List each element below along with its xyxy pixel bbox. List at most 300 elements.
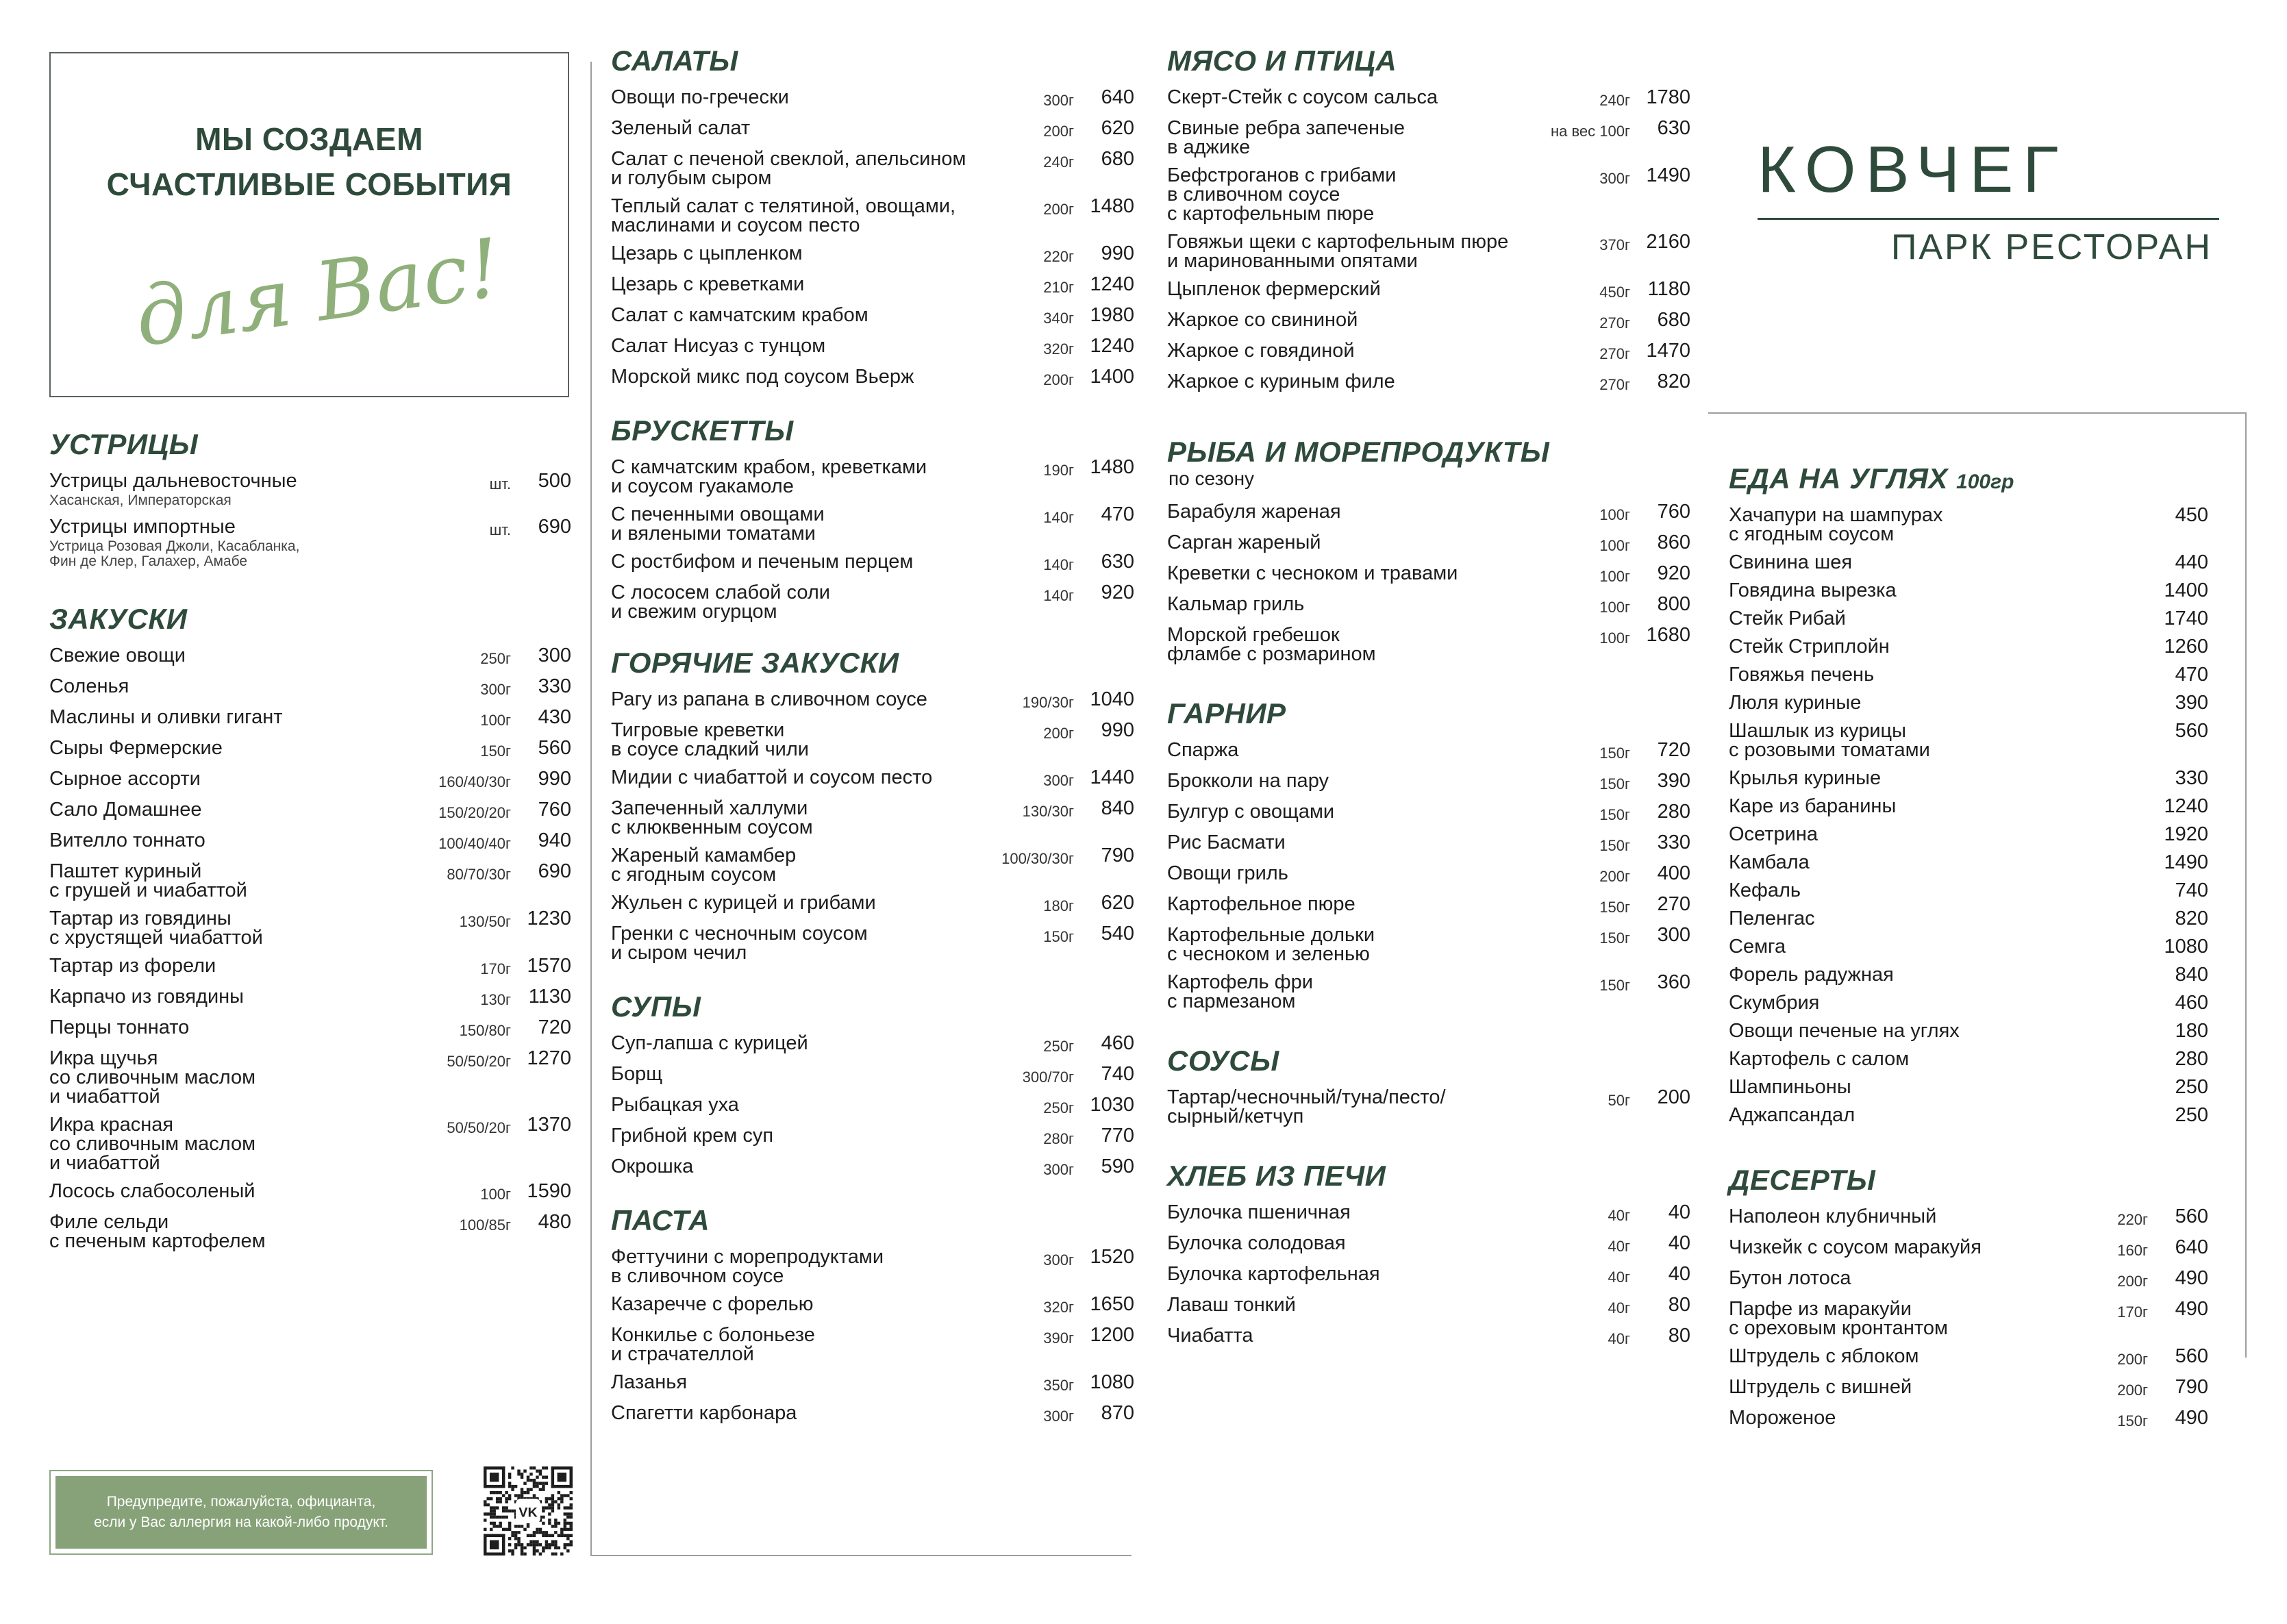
section-title (49, 430, 571, 459)
menu-item-price: 790 (2175, 1376, 2208, 1398)
menu-item-price: 690 (538, 860, 571, 882)
section-title-sub: 100гр (1956, 471, 2014, 493)
menu-item-price: 280 (1657, 801, 1690, 823)
menu-item-name: Конкилье с болоньезе и страчателлой (611, 1324, 815, 1365)
menu-item-price: 640 (1101, 86, 1134, 108)
menu-item (611, 1373, 1134, 1395)
column-4 (1729, 464, 2208, 1466)
menu-item-name: Говяжьи щеки с картофельным пюре и маринованными опятами (1167, 231, 1509, 272)
menu-item (611, 1295, 1134, 1316)
menu-item-name: Сыры Фермерские (49, 737, 223, 759)
menu-item-weight: 100г (1599, 629, 1630, 647)
menu-item-weight: на вес 100г (1550, 123, 1630, 140)
section-title (1167, 438, 1690, 466)
menu-item (1729, 909, 2208, 928)
menu-item-text (1729, 1269, 2045, 1288)
menu-item-text (1167, 595, 1527, 614)
menu-item-name: Гренки с чесночным соусом и сыром чечил (611, 923, 868, 964)
menu-item-name: Картофель фри с пармезаном (1167, 971, 1313, 1012)
menu-item (1167, 833, 1690, 855)
menu-item (1729, 553, 2208, 572)
menu-item (49, 831, 571, 853)
section-title-text: СОУСЫ (1167, 1045, 1279, 1077)
menu-item-weight: 180г (1043, 897, 1074, 914)
menu-item-weight: 150г (1599, 977, 1630, 994)
menu-item (611, 305, 1134, 327)
menu-item-weight: 190/30г (1022, 694, 1074, 711)
section-title-text: ЗАКУСКИ (49, 603, 188, 635)
menu-item-price: 1680 (1646, 624, 1690, 646)
menu-item (1167, 1295, 1690, 1317)
section-title-text: МЯСО И ПТИЦА (1167, 45, 1397, 77)
menu-item-text (1729, 1347, 2045, 1366)
menu-item-name: Зеленый салат (611, 117, 751, 139)
menu-item (1167, 973, 1690, 1011)
menu-item-name: Лаваш тонкий (1167, 1294, 1296, 1316)
menu-item-weight: 150/80г (459, 1022, 511, 1039)
menu-item (1729, 769, 2208, 788)
menu-item (611, 721, 1134, 759)
menu-item-name: Жаркое с говядиной (1167, 340, 1355, 362)
menu-item-text (49, 987, 408, 1006)
menu-item-name: Брокколи на пару (1167, 770, 1329, 792)
menu-item-name: Картофельные дольки с чесноком и зеленью (1167, 924, 1375, 965)
menu-item-weight: 150г (1599, 775, 1630, 792)
menu-item-price: 1230 (527, 908, 571, 929)
menu-item-weight: 100г (1599, 506, 1630, 523)
menu-item-weight: 130/30г (1022, 803, 1074, 820)
menu-item-text (1167, 973, 1527, 1011)
section-title (611, 992, 1134, 1021)
column-3 (1167, 47, 1690, 1384)
menu-item (49, 1115, 571, 1173)
menu-item-text (1729, 693, 2148, 712)
menu-item-text (611, 846, 971, 884)
menu-item-weight: 150г (1599, 899, 1630, 916)
menu-item-text (1729, 965, 2148, 984)
menu-item-weight: 130г (480, 991, 511, 1008)
menu-item-text (611, 336, 971, 355)
menu-item (1167, 232, 1690, 271)
menu-item-name: Овощи по-гречески (611, 86, 789, 108)
menu-item-text (611, 88, 971, 107)
menu-item-name: Лосось слабосоленый (49, 1180, 255, 1202)
menu-item-weight: 220г (1043, 248, 1074, 265)
menu-item-name: Шашлык из курицы с розовыми томатами (1729, 720, 1930, 761)
menu-item-price: 1370 (527, 1114, 571, 1136)
menu-item-weight: 100г (480, 712, 511, 729)
menu-item-weight: 200г (1043, 725, 1074, 742)
menu-item-price: 560 (2175, 720, 2208, 742)
menu-item-text (49, 738, 408, 758)
menu-item-text (1167, 372, 1527, 391)
menu-item-weight: 200г (2117, 1351, 2148, 1368)
menu-item-price: 740 (1101, 1063, 1134, 1085)
menu-item-name: Кальмар гриль (1167, 593, 1305, 615)
section-title (1729, 1166, 2208, 1195)
menu-item (49, 1182, 571, 1203)
menu-item-price: 560 (2175, 1345, 2208, 1367)
menu-item-name: Рыбацкая уха (611, 1094, 739, 1116)
menu-item-price: 250 (2175, 1104, 2208, 1126)
section-title-text: ХЛЕБ ИЗ ПЕЧИ (1167, 1160, 1386, 1192)
menu-item (49, 800, 571, 822)
menu-item-name: Морской микс под соусом Вьерж (611, 366, 914, 388)
brand-name: КОВЧЕГ (1758, 133, 2069, 206)
menu-item-name: Морской гребешок фламбе с розмарином (1167, 624, 1376, 665)
menu-item-text (1167, 564, 1527, 583)
menu-item-text (49, 708, 408, 727)
menu-item-text (1729, 609, 2148, 628)
menu-item (49, 956, 571, 978)
menu-item-name: Парфе из маракуйи с ореховым кронтантом (1729, 1298, 1948, 1339)
menu-item-weight: 140г (1043, 509, 1074, 526)
menu-item-weight: 50/50/20г (447, 1053, 511, 1070)
menu-item-price: 450 (2175, 504, 2208, 526)
menu-item-description: Хасанская, Императорская (49, 492, 232, 508)
menu-item-name: Салат Нисуаз с тунцом (611, 335, 826, 357)
menu-item (611, 1325, 1134, 1364)
menu-item-name: Тигровые креветки в соусе сладкий чили (611, 719, 809, 760)
section-title (49, 605, 571, 634)
menu-item-text (611, 305, 971, 325)
qr-code-icon[interactable] (484, 1466, 573, 1556)
menu-item-text (1167, 771, 1527, 790)
menu-item (1167, 564, 1690, 586)
menu-item (49, 1049, 571, 1106)
menu-item-weight: 200г (1599, 868, 1630, 885)
menu-item-name: Казаречче с форелью (611, 1293, 814, 1315)
slogan-script: для Вас! (129, 220, 507, 365)
menu-item-weight: шт. (489, 475, 511, 492)
menu-item-price: 1470 (1646, 340, 1690, 362)
section-title (1167, 1162, 1690, 1190)
menu-item-text (1167, 625, 1527, 664)
menu-item (1729, 797, 2208, 816)
section-title-text: ГАРНИР (1167, 697, 1286, 729)
menu-item-name: Соленья (49, 675, 129, 697)
section-desserts (1729, 1166, 2208, 1430)
menu-item-weight: 80/70/30г (447, 866, 511, 883)
menu-item (49, 987, 571, 1009)
menu-item-price: 270 (1657, 893, 1690, 915)
menu-item (1167, 1088, 1690, 1126)
menu-item-text (1729, 853, 2148, 872)
menu-item-text (1167, 166, 1527, 223)
menu-item (611, 690, 1134, 712)
menu-item-name: Люля куриные (1729, 692, 1862, 714)
menu-item (611, 1064, 1134, 1086)
menu-item-name: Устрицы импортные (49, 516, 236, 538)
menu-item-weight: 100/30/30г (1001, 850, 1074, 867)
menu-item (611, 336, 1134, 358)
menu-item-price: 860 (1657, 532, 1690, 553)
menu-item-price: 250 (2175, 1076, 2208, 1098)
section-title (1167, 47, 1690, 75)
menu-item-weight: 150г (2117, 1412, 2148, 1429)
menu-item-name: Картофельное пюре (1167, 893, 1355, 915)
menu-item (1729, 1077, 2208, 1097)
menu-item-weight: 130/50г (459, 913, 511, 930)
menu-item-text (611, 1247, 971, 1286)
menu-item-text (611, 149, 971, 188)
menu-item-text (1167, 533, 1527, 552)
menu-item-text (1729, 881, 2148, 900)
menu-item (1729, 637, 2208, 656)
menu-item-price: 1520 (1090, 1246, 1134, 1268)
menu-item-text (49, 769, 408, 788)
menu-item-name: Окрошка (611, 1155, 694, 1177)
menu-item-description: Устрица Розовая Джоли, Касабланка, Фин де Клер, Галахер, Амабе (49, 538, 300, 569)
menu-item-price: 620 (1101, 892, 1134, 914)
menu-item-weight: 170г (480, 960, 511, 977)
menu-item-weight: 150г (1599, 745, 1630, 762)
section-title-text: УСТРИЦЫ (49, 428, 199, 460)
slogan-line-2: СЧАСТЛИВЫЕ СОБЫТИЯ (106, 166, 512, 202)
menu-item (1167, 372, 1690, 394)
menu-item-name: Свежие овощи (49, 645, 186, 666)
menu-item (1729, 609, 2208, 628)
menu-item (1167, 895, 1690, 916)
menu-item-name: Мороженое (1729, 1407, 1836, 1429)
menu-item-weight: 150г (1599, 806, 1630, 823)
menu-item-text (611, 1325, 971, 1364)
menu-item-weight: 160г (2117, 1242, 2148, 1259)
menu-item-text (1167, 864, 1527, 883)
menu-item-text (49, 862, 408, 900)
menu-item (1729, 1238, 2208, 1260)
menu-item (611, 1095, 1134, 1117)
menu-item (1167, 802, 1690, 824)
menu-item-price: 820 (2175, 908, 2208, 929)
menu-item-name: Спагетти карбонара (611, 1402, 797, 1424)
menu-item-text (1729, 1207, 2045, 1226)
grill-frame-right (2245, 412, 2247, 1358)
menu-item-price: 300 (1657, 924, 1690, 946)
menu-item (611, 197, 1134, 235)
menu-item-name: Говяжья печень (1729, 664, 1875, 686)
menu-item-name: Икра щучья со сливочным маслом и чиабаттой (49, 1047, 256, 1108)
menu-item-text (1729, 769, 2148, 788)
menu-item-name: Овощи печеные на углях (1729, 1020, 1960, 1042)
qr-center-label: VK (518, 1505, 538, 1521)
menu-item-text (1729, 1077, 2148, 1097)
slogan-line-1: МЫ СОЗДАЕМ (195, 121, 423, 157)
menu-item (611, 799, 1134, 837)
menu-item-price: 460 (2175, 992, 2208, 1014)
menu-item-price: 40 (1668, 1263, 1690, 1285)
menu-item-text (1167, 925, 1527, 964)
menu-item-name: Форель радужная (1729, 964, 1894, 986)
menu-item (49, 862, 571, 900)
menu-item-price: 500 (538, 470, 571, 492)
menu-item-text (1729, 909, 2148, 928)
menu-item-weight: 40г (1608, 1269, 1630, 1286)
section-title-text: САЛАТЫ (611, 45, 738, 77)
menu-item (1167, 502, 1690, 524)
menu-item-price: 1920 (2164, 823, 2208, 845)
menu-item-text (611, 1157, 971, 1176)
menu-item-text (1729, 1021, 2148, 1040)
menu-item-weight: 200г (2117, 1382, 2148, 1399)
menu-item-name: Чиабатта (1167, 1325, 1253, 1347)
menu-item-weight: 100г (1599, 599, 1630, 616)
menu-item-price: 820 (1657, 371, 1690, 392)
menu-item-name: Спаржа (1167, 739, 1239, 761)
menu-item (1729, 1021, 2208, 1040)
menu-item-name: С лососем слабой соли и свежим огурцом (611, 582, 830, 623)
menu-item-text (49, 831, 408, 850)
menu-item (1729, 693, 2208, 712)
menu-item (49, 1212, 571, 1251)
menu-item-price: 1030 (1090, 1094, 1134, 1116)
section-title (1729, 464, 2208, 493)
menu-item-text (611, 552, 971, 571)
menu-item-name: Паштет куриный с грушей и чиабаттой (49, 860, 247, 901)
section-sauces (1167, 1047, 1690, 1126)
menu-item-text (611, 799, 971, 837)
menu-item (611, 924, 1134, 962)
menu-item-weight: шт. (489, 521, 511, 538)
menu-item-text (49, 471, 408, 508)
menu-item-text (611, 893, 971, 912)
menu-item-text (1167, 279, 1527, 299)
menu-item-price: 470 (2175, 664, 2208, 686)
brand-rule (1758, 218, 2219, 220)
menu-item-weight: 210г (1043, 279, 1074, 296)
menu-item-name: С печенными овощами и вялеными томатами (611, 503, 825, 545)
menu-item-price: 180 (2175, 1020, 2208, 1042)
menu-item-price: 360 (1657, 971, 1690, 993)
menu-item (1167, 118, 1690, 157)
menu-item-name: Маслины и оливки гигант (49, 706, 283, 728)
menu-item-name: С ростбифом и печеным перцем (611, 551, 914, 573)
menu-item-text (611, 583, 971, 621)
menu-item (611, 149, 1134, 188)
menu-item-price: 480 (538, 1211, 571, 1233)
menu-item (1167, 740, 1690, 762)
menu-item-name: Устрицы дальневосточные (49, 470, 297, 492)
menu-item-weight: 140г (1043, 587, 1074, 604)
section-grill (1729, 464, 2208, 1125)
menu-item-weight: 50г (1608, 1092, 1630, 1109)
slogan-box (49, 52, 569, 397)
section-title-text: СУПЫ (611, 990, 701, 1023)
menu-item-text (611, 690, 971, 709)
menu-item-text (1167, 341, 1527, 360)
menu-item-price: 590 (1101, 1155, 1134, 1177)
menu-item-weight: 40г (1608, 1238, 1630, 1255)
menu-item-name: Запеченный халлуми с клюквенным соусом (611, 797, 813, 838)
menu-item-text (611, 924, 971, 962)
menu-item-text (1167, 895, 1527, 914)
menu-item-weight: 200г (1043, 371, 1074, 388)
menu-item-price: 620 (1101, 117, 1134, 139)
menu-item-price: 200 (1657, 1086, 1690, 1108)
menu-item-price: 330 (538, 675, 571, 697)
menu-item-text (611, 275, 971, 294)
menu-item-text (1729, 993, 2148, 1012)
menu-item-weight: 300г (1043, 772, 1074, 789)
menu-item-weight: 100/40/40г (438, 835, 511, 852)
menu-item-weight: 100г (1599, 537, 1630, 554)
menu-item-price: 1240 (2164, 795, 2208, 817)
menu-item-price: 440 (2175, 551, 2208, 573)
menu-item (1729, 721, 2208, 760)
menu-item-name: Булочка солодовая (1167, 1232, 1346, 1254)
menu-item (49, 677, 571, 699)
section-title (611, 649, 1134, 677)
menu-item-weight: 300/70г (1022, 1069, 1074, 1086)
menu-item-price: 760 (538, 799, 571, 821)
menu-item (1167, 1234, 1690, 1256)
menu-item-text (49, 1212, 408, 1251)
menu-item-name: Жареный камамбер с ягодным соусом (611, 845, 797, 886)
menu-item-price: 800 (1657, 593, 1690, 615)
menu-item-text (1167, 1234, 1527, 1253)
menu-item-price: 280 (2175, 1048, 2208, 1070)
menu-item-price: 490 (2175, 1298, 2208, 1320)
menu-item-text (1167, 1088, 1527, 1126)
section-title-text: ЕДА НА УГЛЯХ (1729, 462, 1948, 495)
menu-item-price: 840 (2175, 964, 2208, 986)
menu-item-weight: 50/50/20г (447, 1119, 511, 1136)
menu-item-name: Пеленгас (1729, 908, 1815, 929)
menu-item (1167, 1264, 1690, 1286)
menu-item-price: 1480 (1090, 195, 1134, 217)
menu-item-text (1729, 937, 2148, 956)
menu-item-price: 80 (1668, 1294, 1690, 1316)
menu-item-name: Бутон лотоса (1729, 1267, 1851, 1289)
menu-item-name: Кефаль (1729, 879, 1801, 901)
menu-item (1167, 595, 1690, 616)
menu-item-name: Овощи гриль (1167, 862, 1288, 884)
menu-item-name: Теплый салат с телятиной, овощами, маслинами и соусом песто (611, 195, 956, 236)
menu-item (1729, 853, 2208, 872)
menu-item (611, 552, 1134, 574)
menu-item-price: 460 (1101, 1032, 1134, 1054)
menu-item-price: 990 (1101, 719, 1134, 741)
menu-item-name: Салат с камчатским крабом (611, 304, 868, 326)
menu-item (1729, 1049, 2208, 1069)
menu-item (1167, 1203, 1690, 1225)
menu-item-price: 330 (1657, 832, 1690, 853)
menu-item-weight: 280г (1043, 1130, 1074, 1147)
menu-item-price: 630 (1101, 551, 1134, 573)
menu-item (611, 1403, 1134, 1425)
menu-item-price: 920 (1657, 562, 1690, 584)
menu-item-name: Жаркое с куриным филе (1167, 371, 1395, 392)
menu-item-name: Рис Басмати (1167, 832, 1286, 853)
menu-item (1729, 505, 2208, 544)
menu-item-weight: 370г (1599, 236, 1630, 253)
menu-item-weight: 300г (1043, 1251, 1074, 1269)
menu-item-name: Борщ (611, 1063, 663, 1085)
menu-item-price: 1490 (1646, 164, 1690, 186)
menu-item-weight: 220г (2117, 1211, 2148, 1228)
menu-item-name: Цезарь с цыпленком (611, 242, 803, 264)
menu-item (611, 893, 1134, 915)
menu-item (49, 471, 571, 508)
menu-item-price: 1260 (2164, 636, 2208, 658)
allergy-warning-text: Предупредите, пожалуйста, официанта, если у Вас аллергия на какой-либо продукт. (55, 1476, 427, 1549)
menu-item (611, 1126, 1134, 1148)
menu-item (1729, 1105, 2208, 1125)
menu-item-text (49, 1182, 408, 1201)
menu-item (1729, 1299, 2208, 1338)
menu-item-text (1167, 118, 1527, 157)
menu-item-price: 430 (538, 706, 571, 728)
